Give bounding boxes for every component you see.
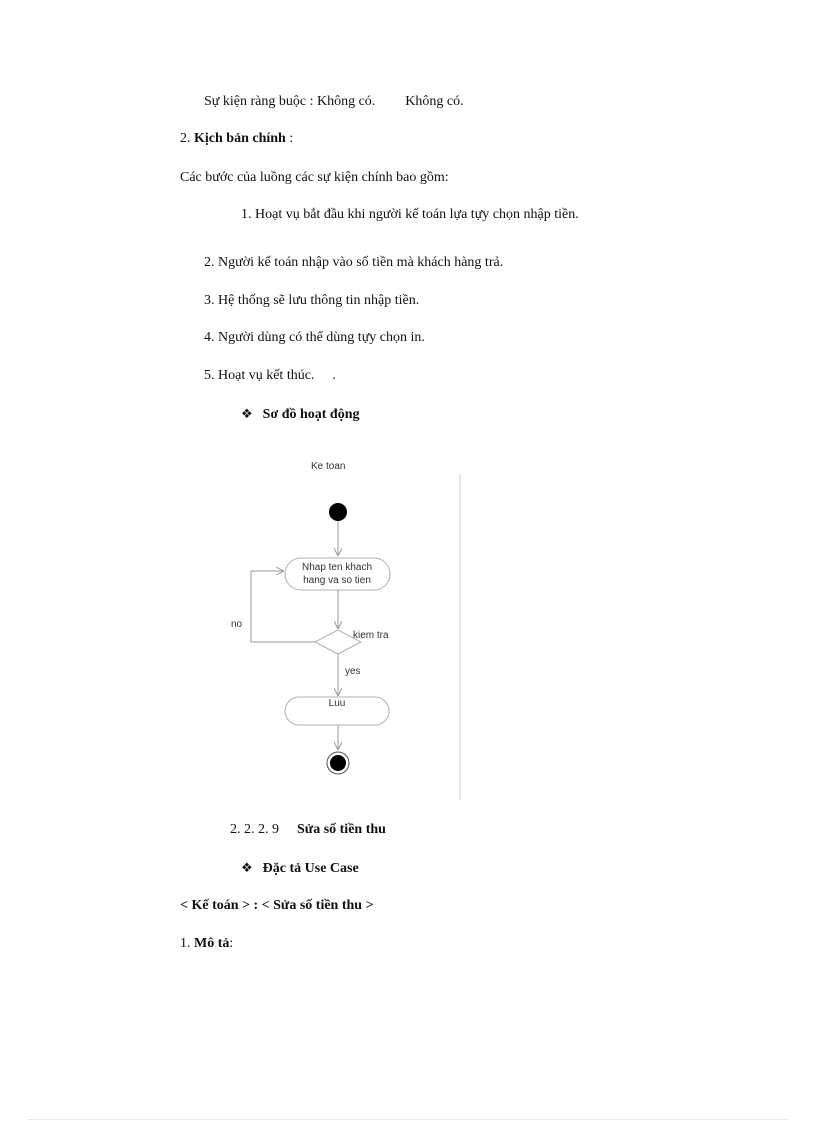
steps-intro: Các bước của luồng các sự kiện chính bao gồm: — [180, 170, 449, 185]
subsection-title: Sửa số tiền thu — [297, 822, 386, 837]
description-number: 1. — [180, 936, 191, 951]
branch-yes-label: yes — [345, 666, 361, 677]
main-scenario-number: 2. — [180, 131, 191, 146]
page-bottom-rule — [28, 1119, 788, 1120]
usecase-heading: < Kế toán > : < Sửa số tiền thu > — [180, 898, 374, 913]
constraint-value: Không có. — [405, 94, 464, 109]
step-2: 2. Người kế toán nhập vào số tiền mà khách hàng trả. — [204, 255, 504, 270]
description-title: Mô tả — [194, 936, 230, 951]
subsection-heading — [230, 821, 386, 839]
activity-diagram-title: Sơ đồ hoạt động — [262, 407, 360, 422]
step-5-trailing-dot: . — [332, 368, 336, 383]
branch-no-label: no — [231, 619, 243, 630]
activity-input-label-2: hang va so tien — [303, 575, 371, 586]
end-node-inner — [330, 755, 346, 771]
activity-input-label-1: Nhap ten khach — [301, 562, 373, 573]
usecase-spec-heading — [241, 859, 359, 878]
description-colon: : — [229, 936, 234, 951]
main-scenario-title: Kịch bản chính — [194, 131, 286, 146]
constraint-label: Sự kiện ràng buộc : Không có. — [204, 94, 376, 109]
decision-label: kiem tra — [353, 630, 389, 641]
step-4: 4. Người dùng có thể dùng tựy chọn in. — [204, 330, 425, 345]
step-3: 3. Hệ thống sẽ lưu thông tin nhập tiền. — [204, 293, 420, 308]
diamond-bullet-icon: ❖ — [241, 406, 253, 421]
subsection-number: 2. 2. 2. 9 — [230, 822, 279, 837]
usecase-spec-title: Đặc tả Use Case — [262, 861, 359, 876]
main-scenario-colon: : — [289, 131, 294, 146]
step-5-text: 5. Hoạt vụ kết thúc. — [204, 368, 315, 383]
description-heading — [180, 935, 233, 953]
activity-save-label: Luu — [328, 698, 346, 709]
step-1: 1. Hoạt vụ bắt đầu khi người kế toán lựa tựy chọn nhập tiền. — [241, 207, 579, 222]
swimlane-label: Ke toan — [311, 461, 346, 472]
start-node — [329, 503, 347, 521]
diamond-bullet-icon: ❖ — [241, 860, 253, 875]
